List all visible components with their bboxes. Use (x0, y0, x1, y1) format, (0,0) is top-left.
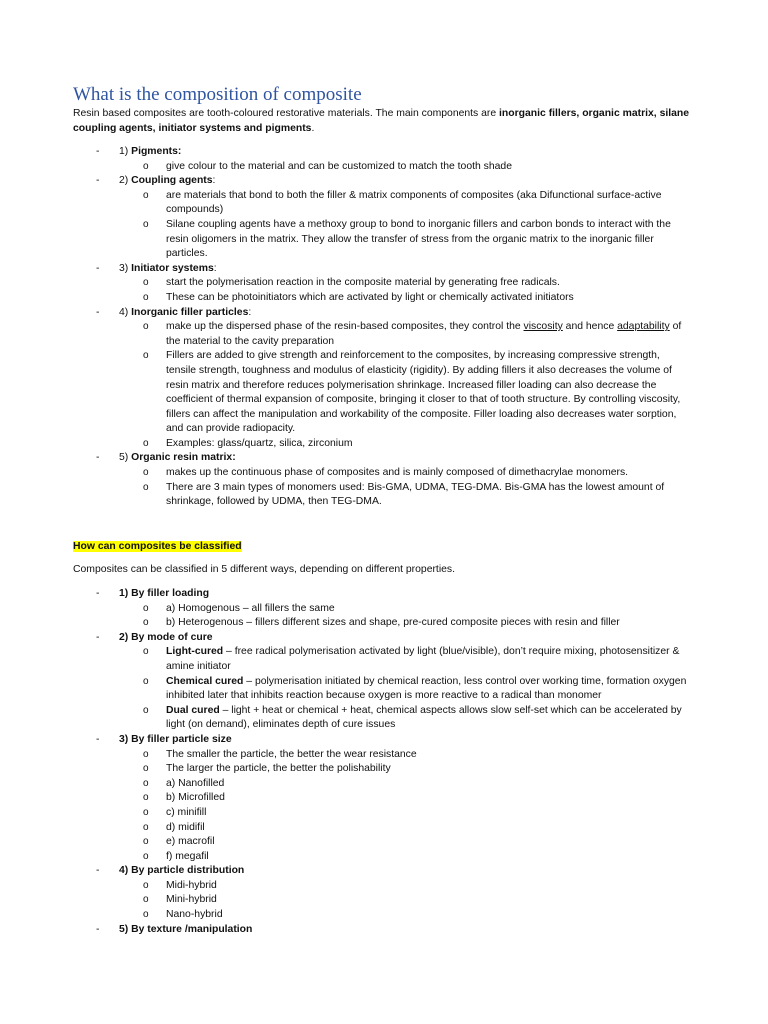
sub-item-text: a) Homogenous – all fillers the same (166, 602, 335, 614)
sub-list-item (0, 879, 688, 894)
sub-item-text: – polymerisation initiated by chemical reaction, less control over working time, formation oxygen inhibited later that inhibits reaction because oxygen is more reactive to a radical than monomer (166, 675, 687, 702)
dash-bullet-icon: - (96, 923, 100, 935)
sub-item-text: Midi-hybrid (166, 879, 217, 891)
circle-bullet-icon: o (143, 792, 149, 804)
sub-list-item (0, 645, 688, 674)
circle-bullet-icon: o (143, 806, 149, 818)
classification-list (0, 587, 768, 937)
intro-end: . (311, 122, 315, 134)
dash-bullet-icon: - (96, 262, 100, 274)
item-label: Pigments: (131, 146, 182, 157)
sub-list-item (0, 821, 688, 836)
item-number: 2) (119, 175, 132, 187)
sub-list-item (0, 291, 688, 306)
sub-list-item (0, 835, 688, 850)
classification-item (0, 587, 719, 602)
circle-bullet-icon: o (143, 894, 149, 906)
circle-bullet-icon: o (143, 277, 149, 289)
sub-item-text: – free radical polymerisation activated by light (blue/visible), don’t require mixing, photosensitizer & amine initiator (166, 646, 680, 672)
item-label: Organic resin matrix: (131, 452, 236, 464)
item-label: Coupling agents (131, 175, 213, 187)
circle-bullet-icon: o (143, 763, 149, 775)
sub-item-text: b) Microfilled (166, 792, 225, 804)
sub-item-text: makes up the continuous phase of composites and is mainly composed of dimethacrylae monomers. (166, 467, 629, 479)
classification-heading (73, 540, 242, 555)
sub-list-item (0, 349, 688, 437)
circle-bullet-icon: o (143, 909, 149, 921)
composition-item (0, 306, 719, 321)
composition-item (0, 174, 719, 189)
dash-bullet-icon: - (96, 452, 100, 464)
sub-list-item (0, 189, 688, 218)
sub-item-text: adaptability (617, 321, 670, 333)
sub-list-item (0, 466, 688, 481)
sub-item-text: give colour to the material and can be customized to match the tooth shade (166, 160, 512, 172)
sub-item-text: Light-cured (166, 646, 224, 658)
sub-item-text: Fillers are added to give strength and reinforcement to the composites, by increasing compressive strength, tensile strength, toughness and modulus of elasticity (rigidity). By adding fillers it also decreases the volume of resin matrix and therefore reduces polymerisation shrinkage. Increased filler loading can also decrease the coefficient of thermal expansion of composite, bringing it closer to that of tooth structure. By controlling viscosity, fillers can affect the manipulation and workability of the composite. Filler loading also decreases water sorption, and can provide radiopacity. (166, 350, 681, 435)
sub-list-item (0, 675, 688, 704)
sub-list-item (0, 602, 688, 617)
composition-item (0, 451, 719, 466)
intro-text: Resin based composites are tooth-coloured restorative materials. The main components are (73, 108, 500, 119)
composition-list (0, 145, 768, 510)
page-title: What is the composition of composite (73, 84, 362, 105)
item-label: 3) By filler particle size (119, 733, 232, 745)
circle-bullet-icon: o (143, 879, 149, 891)
sub-list-item (0, 276, 688, 291)
sub-item-text: These can be photoinitiators which are activated by light or chemically activated initiators (166, 291, 574, 303)
item-label: 4) By particle distribution (119, 865, 245, 877)
sub-item-text: of the material to the cavity preparation (166, 321, 682, 347)
sub-list-item (0, 893, 688, 908)
sub-item-text: The larger the particle, the better the polishability (166, 763, 391, 775)
item-label-suffix: : (248, 306, 252, 318)
circle-bullet-icon: o (143, 321, 149, 333)
item-label-suffix: : (213, 262, 217, 274)
circle-bullet-icon: o (143, 218, 149, 230)
sub-list-item (0, 704, 688, 733)
circle-bullet-icon: o (143, 291, 149, 303)
circle-bullet-icon: o (143, 704, 149, 716)
sub-list-item (0, 791, 688, 806)
circle-bullet-icon: o (143, 350, 149, 362)
circle-bullet-icon: o (143, 617, 149, 629)
dash-bullet-icon: - (96, 306, 100, 318)
item-number: 5) (119, 452, 132, 464)
dash-bullet-icon: - (96, 146, 100, 157)
circle-bullet-icon: o (143, 850, 149, 862)
sub-list-item (0, 908, 688, 923)
dash-bullet-icon: - (96, 733, 100, 745)
circle-bullet-icon: o (143, 646, 149, 658)
sub-item-text: are materials that bond to both the filler & matrix components of composites (aka Difunctional surface-active compounds) (166, 189, 662, 216)
sub-list-item (0, 806, 688, 821)
classification-intro: Composites can be classified in 5 different ways, depending on different properties. (73, 564, 455, 575)
sub-list-item (0, 777, 688, 792)
classification-item (0, 864, 719, 879)
sub-item-text: c) minifill (166, 806, 207, 818)
dash-bullet-icon: - (96, 175, 100, 187)
item-label: 5) By texture /manipulation (119, 923, 253, 935)
item-label: Inorganic filler particles (131, 306, 249, 318)
circle-bullet-icon: o (143, 777, 149, 789)
circle-bullet-icon: o (143, 467, 149, 479)
composition-item (0, 145, 719, 160)
item-label: 1) By filler loading (119, 588, 210, 599)
item-number: 1) (119, 146, 132, 157)
sub-item-text: Nano-hybrid (166, 909, 223, 921)
sub-item-text: – light + heat or chemical + heat, chemical aspects allows slow self-set which can be accelerated by light (on demand), eliminates depth of cure issues (166, 704, 682, 731)
sub-item-text: Chemical cured (166, 675, 244, 687)
dash-bullet-icon: - (96, 865, 100, 877)
sub-item-text: The smaller the particle, the better the wear resistance (166, 748, 417, 760)
circle-bullet-icon: o (143, 160, 149, 172)
circle-bullet-icon: o (143, 748, 149, 760)
item-label-suffix: : (212, 175, 216, 187)
dash-bullet-icon: - (96, 588, 100, 599)
dash-bullet-icon: - (96, 631, 100, 643)
circle-bullet-icon: o (143, 821, 149, 833)
sub-list-item (0, 437, 688, 452)
intro-bold: inorganic fillers, organic matrix, silane coupling agents, initiator systems and pigments (73, 108, 690, 134)
classification-item (0, 733, 719, 748)
sub-list-item (0, 218, 688, 262)
sub-item-text: start the polymerisation reaction in the composite material by generating free radicals. (166, 277, 560, 289)
sub-list-item (0, 616, 688, 631)
sub-item-text: Silane coupling agents have a methoxy group to bond to inorganic fillers and carbon bonds to interact with the resin oligomers in the matrix. They allow the transfer of stress from the organic matrix to the inorganic filler particles. (166, 218, 671, 260)
composition-item (0, 262, 719, 277)
sub-item-text: d) midifil (166, 821, 205, 833)
classification-heading-text: How can composites be classified (73, 541, 242, 552)
circle-bullet-icon: o (143, 602, 149, 614)
sub-item-text: and hence (562, 321, 618, 333)
item-label: 2) By mode of cure (119, 631, 213, 643)
intro-paragraph (73, 107, 713, 136)
sub-list-item (0, 850, 688, 865)
sub-item-text: b) Heterogenous – fillers different sizes and shape, pre-cured composite pieces with resin and filler (166, 617, 620, 629)
circle-bullet-icon: o (143, 437, 149, 449)
item-number: 4) (119, 306, 132, 318)
circle-bullet-icon: o (143, 481, 149, 493)
sub-list-item (0, 320, 688, 349)
sub-item-text: a) Nanofilled (166, 777, 225, 789)
sub-item-text: e) macrofil (166, 836, 215, 848)
classification-item (0, 631, 719, 646)
sub-item-text: Dual cured (166, 704, 220, 716)
classification-item (0, 923, 719, 938)
sub-list-item (0, 748, 688, 763)
sub-list-item (0, 481, 688, 510)
sub-list-item (0, 160, 688, 175)
sub-item-text: f) megafil (166, 850, 209, 862)
item-label: Initiator systems (131, 262, 214, 274)
sub-item-text: There are 3 main types of monomers used: Bis-GMA, UDMA, TEG-DMA. Bis-GMA has the lowest amount of shrinkage, followed by UDMA, then TEG-DMA. (166, 481, 665, 508)
sub-item-text: Examples: glass/quartz, silica, zirconium (166, 437, 353, 449)
sub-item-text: Mini-hybrid (166, 894, 217, 906)
item-number: 3) (119, 262, 132, 274)
circle-bullet-icon: o (143, 836, 149, 848)
sub-item-text: viscosity (523, 321, 563, 333)
sub-list-item (0, 762, 688, 777)
circle-bullet-icon: o (143, 675, 149, 687)
circle-bullet-icon: o (143, 189, 149, 201)
sub-item-text: make up the dispersed phase of the resin-based composites, they control the (166, 321, 524, 333)
